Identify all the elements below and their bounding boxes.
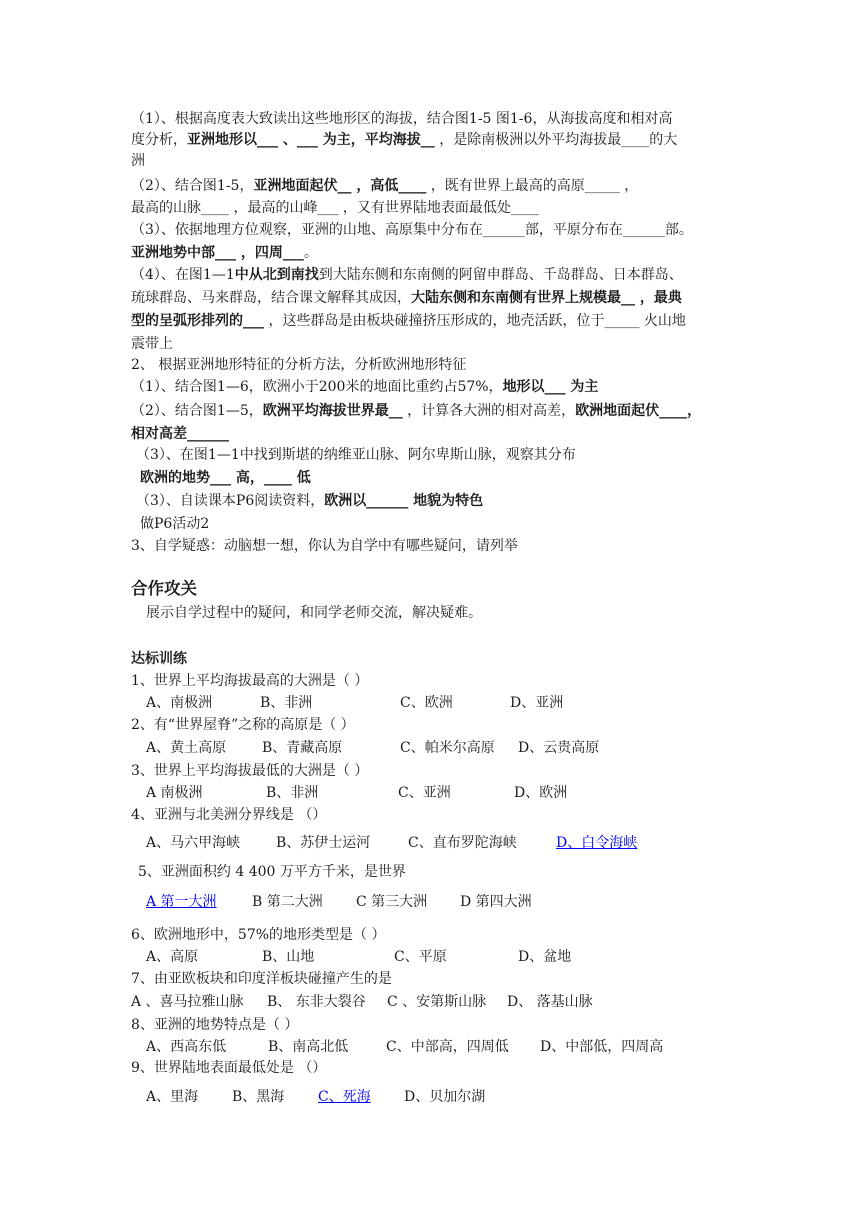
q1-option-a: A、南极洲 bbox=[146, 695, 213, 711]
s2-line-5: （3）、在图1—1中找到斯堪的纳维亚山脉、阿尔卑斯山脉，观察其分布 bbox=[136, 447, 576, 463]
q2-option-d: D、云贵高原 bbox=[518, 740, 600, 756]
s2-line-2: （1）、结合图1—6，欧洲小于200米的地面比重约占57%，地形以___ 为主 bbox=[131, 379, 599, 395]
q3-option-d: D、欧洲 bbox=[514, 785, 568, 801]
q9-option-c-link[interactable]: C、死海 bbox=[318, 1089, 371, 1105]
s2-line-7: （3）、自读课本P6阅读资料，欧洲以______ 地貌为特色 bbox=[136, 493, 484, 509]
q1-stem: 1、世界上平均海拔最高的大洲是（ ） bbox=[131, 673, 369, 689]
s2-line-4: 相对高差______ bbox=[131, 426, 229, 442]
q4-options bbox=[146, 834, 746, 852]
s1-line-7: 亚洲地势中部___ ，四周___。 bbox=[131, 245, 318, 261]
coop-heading: 合作攻关 bbox=[131, 579, 197, 598]
q3-option-c: C、亚洲 bbox=[398, 785, 451, 801]
q6-option-c: C、平原 bbox=[394, 949, 447, 965]
s1-line-4: （2）、结合图1-5，亚洲地面起伏__ ，高低____ ，既有世界上最高的高原_____ ， bbox=[131, 178, 639, 194]
s2-line-8: 做P6活动2 bbox=[140, 516, 210, 532]
s1-line-2: 度分析，亚洲地形以___ 、___ 为主，平均海拔__ ，是除南极洲以外平均海拔最____的大 bbox=[131, 132, 678, 148]
q8-option-b: B、南高北低 bbox=[268, 1039, 349, 1055]
q3-stem: 3、世界上平均海拔最低的大洲是（ ） bbox=[131, 763, 369, 779]
s1-line-9: 琉球群岛、马来群岛，结合课文解释其成因，大陆东侧和东南侧有世界上规模最__ ，最典 bbox=[131, 290, 682, 306]
drill-heading: 达标训练 bbox=[131, 651, 187, 667]
q8-option-d: D、中部低，四周高 bbox=[540, 1039, 664, 1055]
q2-option-a: A、黄土高原 bbox=[146, 740, 227, 756]
q7-stem: 7、由亚欧板块和印度洋板块碰撞产生的是 bbox=[131, 971, 392, 987]
q2-stem: 2、有“世界屋脊”之称的高原是（ ） bbox=[131, 717, 355, 733]
s1-line-11: 震带上 bbox=[131, 336, 173, 352]
q5-options bbox=[146, 893, 746, 911]
coop-text: 展示自学过程中的疑问，和同学老师交流，解决疑难。 bbox=[146, 605, 482, 621]
q1-option-b: B、非洲 bbox=[260, 695, 313, 711]
q1-option-c: C、欧洲 bbox=[400, 695, 453, 711]
q9-options bbox=[146, 1088, 746, 1106]
q6-option-a: A、高原 bbox=[146, 949, 199, 965]
q5-stem: 5、亚洲面积约 4 400 万平方千米，是世界 bbox=[138, 864, 406, 880]
q9-option-b: B、黑海 bbox=[232, 1089, 285, 1105]
q8-option-c: C、中部高，四周低 bbox=[386, 1039, 509, 1055]
s1-line-8: （4）、在图1—1中从北到南找到大陆东侧和东南侧的阿留申群岛、千岛群岛、日本群岛、 bbox=[131, 267, 683, 283]
q5-option-a-link[interactable]: A 第一大洲 bbox=[146, 894, 217, 910]
s2-line-1: 2、 根据亚洲地形特征的分析方法，分析欧洲地形特征 bbox=[131, 357, 467, 373]
s1-line-3: 洲 bbox=[131, 153, 145, 169]
s1-line-1: （1）、根据高度表大致读出这些地形区的海拔，结合图1-5 图1-6，从海拔高度和相对高 bbox=[131, 111, 673, 127]
q4-option-b: B、苏伊士运河 bbox=[276, 835, 371, 851]
s2-line-6: 欧洲的地势___ 高，____ 低 bbox=[140, 470, 311, 486]
q7-option-b: B、 东非大裂谷 bbox=[267, 994, 366, 1010]
q8-options bbox=[146, 1038, 746, 1056]
s2-line-3: （2）、结合图1—5，欧洲平均海拔世界最__ ，计算各大洲的相对高差，欧洲地面起伏____， bbox=[131, 403, 702, 419]
q4-option-a: A、马六甲海峡 bbox=[146, 835, 241, 851]
q7-option-c: C 、安第斯山脉 bbox=[387, 994, 487, 1010]
q7-option-a: A 、喜马拉雅山脉 bbox=[131, 994, 244, 1010]
q4-stem: 4、亚洲与北美洲分界线是 （） bbox=[131, 807, 327, 823]
q3-option-a: A 南极洲 bbox=[146, 785, 203, 801]
q3-options bbox=[146, 784, 746, 802]
q8-option-a: A、西高东低 bbox=[146, 1039, 227, 1055]
q3-option-b: B、非洲 bbox=[266, 785, 319, 801]
q6-options bbox=[146, 948, 746, 966]
q5-option-b: B 第二大洲 bbox=[252, 894, 323, 910]
q7-options bbox=[131, 993, 731, 1011]
s1-line-5: 最高的山脉____ ，最高的山峰___ ，又有世界陆地表面最低处____ bbox=[131, 200, 539, 216]
s2-line-9: 3、自学疑惑：动脑想一想，你认为自学中有哪些疑问，请列举 bbox=[131, 538, 518, 554]
q4-option-c: C、直布罗陀海峡 bbox=[408, 835, 517, 851]
q6-option-d: D、盆地 bbox=[518, 949, 572, 965]
q1-options bbox=[146, 694, 746, 712]
q9-stem: 9、世界陆地表面最低处是 （） bbox=[131, 1060, 327, 1076]
q7-option-d: D、 落基山脉 bbox=[507, 994, 593, 1010]
q5-option-d: D 第四大洲 bbox=[460, 894, 532, 910]
q2-option-c: C、帕米尔高原 bbox=[400, 740, 495, 756]
q4-option-d-link[interactable]: D、白令海峡 bbox=[556, 835, 638, 851]
s1-line-10: 型的呈弧形排列的___ ，这些群岛是由板块碰撞挤压形成的，地壳活跃，位于_____ 火山地 bbox=[131, 313, 686, 329]
q9-option-a: A、里海 bbox=[146, 1089, 199, 1105]
q6-option-b: B、山地 bbox=[262, 949, 315, 965]
q1-option-d: D、亚洲 bbox=[510, 695, 564, 711]
q2-options bbox=[146, 739, 746, 757]
q5-option-c: C 第三大洲 bbox=[356, 894, 428, 910]
q8-stem: 8、亚洲的地势特点是（ ） bbox=[131, 1017, 299, 1033]
q9-option-d: D、贝加尔湖 bbox=[404, 1089, 486, 1105]
q2-option-b: B、青藏高原 bbox=[262, 740, 343, 756]
s1-line-6: （3）、依据地理方位观察，亚洲的山地、高原集中分布在______部，平原分布在______部。 bbox=[131, 222, 693, 238]
q6-stem: 6、欧洲地形中，57%的地形类型是（ ） bbox=[131, 927, 386, 943]
